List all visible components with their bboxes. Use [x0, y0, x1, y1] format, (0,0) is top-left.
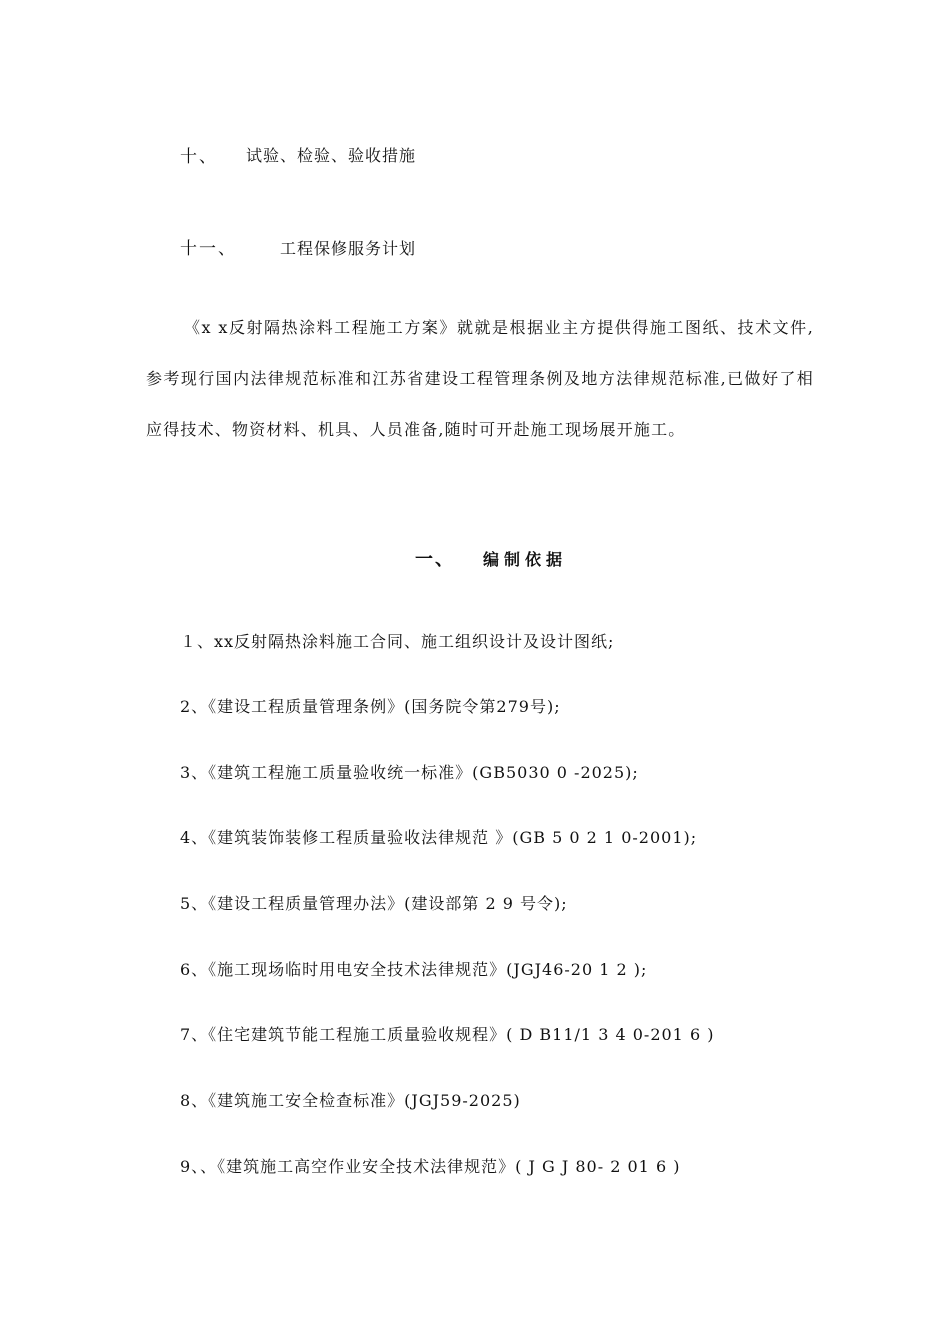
basis-item-1: １、xx反射隔热涂料施工合同、施工组织设计及设计图纸;	[180, 632, 615, 651]
basis-item-4: 4、《建筑装饰装修工程质量验收法律规范 》(GB 5 0 2 1 0-2001);	[180, 828, 698, 847]
intro-paragraph: 《x x反射隔热涂料工程施工方案》就就是根据业主方提供得施工图纸、技术文件,参考现行国内法律规范标准和江苏省建设工程管理条例及地方法律规范标准,已做好了相应得技术、物资材料、机具、人员准备,随时可开赴施工现场展开施工。	[146, 318, 814, 439]
toc-item-11-title: 工程保修服务计划	[280, 239, 417, 258]
basis-item-5: 5、《建设工程质量管理办法》(建设部第 2 9 号令);	[180, 894, 568, 913]
toc-item-10-title: 试验、检验、验收措施	[246, 146, 417, 165]
basis-item-7: 7、《住宅建筑节能工程施工质量验收规程》( D B11/1 3 4 0-201 6 )	[180, 1025, 715, 1044]
basis-item-3: 3、《建筑工程施工质量验收统一标准》(GB5030 0 -2025);	[180, 763, 639, 782]
basis-item-6: 6、《施工现场临时用电安全技术法律规范》(JGJ46-20 1 2 );	[180, 960, 648, 979]
toc-item-10-number: 十、	[180, 147, 218, 167]
basis-item-2: 2、《建设工程质量管理条例》(国务院令第279号);	[180, 697, 561, 716]
section-title: 编制依据	[483, 550, 568, 569]
basis-item-9: 9、、《建筑施工高空作业安全技术法律规范》( J G J 80- 2 01 6 )	[180, 1157, 681, 1176]
section-number: 一、	[415, 549, 455, 570]
toc-item-11-number: 十一、	[180, 239, 237, 259]
basis-item-8: 8、《建筑施工安全检查标准》(JGJ59-2025)	[180, 1091, 521, 1110]
